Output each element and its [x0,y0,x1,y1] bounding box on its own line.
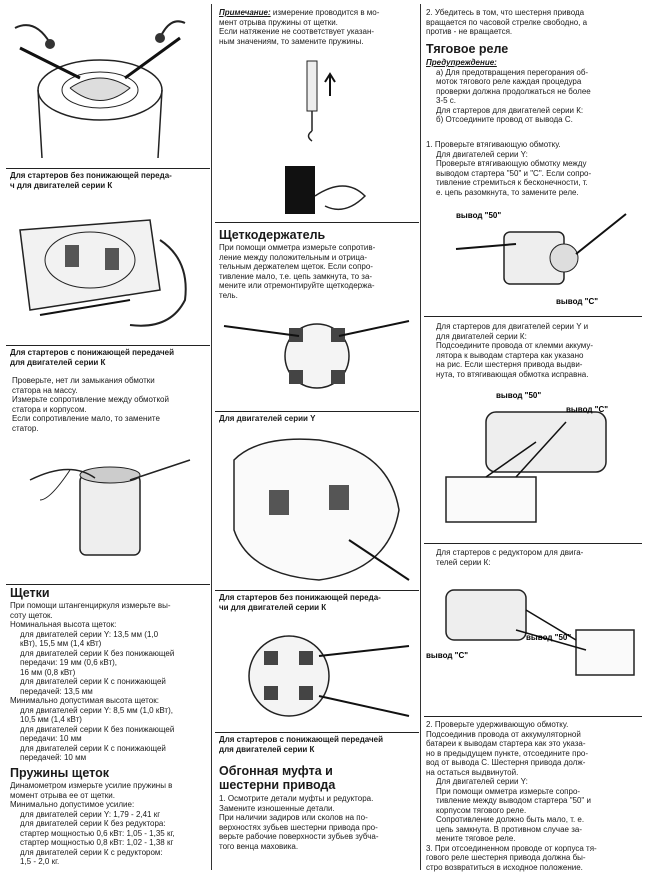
text-line: б) Отсоедините провод от вывода С. [436,115,573,124]
terminal-c-label: вывод "С" [556,297,599,306]
text-line: на остаться выдвинутой. [426,767,519,777]
text-line: верьте рабочие поверхности зубьев зубча- [219,832,379,841]
freewheel-text [426,8,640,37]
text-line: Для двигателей серии Y: [436,149,528,159]
caption-rule [215,590,419,591]
fig-k-caption [219,593,419,612]
text-line: тельным держателем щеток. Если сопро- [219,262,373,271]
text-line: для двигателей серии К без понижающей [20,724,175,734]
text-line: стро возвратиться в исходное положение. [426,862,583,872]
text-line: Подсоедините провода от клемми аккуму- [436,341,594,350]
text-line: для двигателей серии Y: 13,5 мм (1,0 [20,629,159,639]
text-line: При помощи омметра измерьте сопротив- [219,243,376,252]
brushes-text [10,601,210,763]
reducer-text [436,548,640,567]
text-line: моток тягового реле каждая процедура [436,77,582,86]
text-line: гового реле шестерня привода должна бы- [426,853,586,862]
text-line: для двигателей серии Y: 8,5 мм (1,0 кВт), [20,705,173,715]
caption-line: Для стартеров без понижающей переда- [219,593,381,602]
text-line: для двигателей серии К с понижающей [20,743,166,753]
caption-line: для двигателей серии К [219,744,315,754]
caption-rule [215,732,419,733]
text-line: статора на массу. [12,385,78,395]
heading-line: Обгонная муфта и [219,764,333,778]
text-line: тивление стремиться к бесконечности, т. [436,178,588,187]
relay-heading: Тяговое реле [426,42,509,56]
caption-line: Для стартеров с понижающей передачей [10,348,175,357]
text-line: верхностях зубьев шестерни привода про- [219,822,378,832]
caption-line: Для стартеров с понижающей передачей [219,735,384,744]
text-line: 1,5 - 2,0 кг. [20,857,60,866]
text-line: стартер мощностью 0,6 кВт: 1,05 - 1,35 кг, [20,828,175,838]
text-line: измерение проводится в мо- [270,8,380,17]
text-line: телей серии К: [436,557,491,567]
text-line: тивление между выводом стартера "50" и [436,796,591,805]
text-line: Для стартеров для двигателей серии Y и [436,322,589,331]
fig-y-caption: Для двигателей серии Y [219,414,316,423]
text-line: ление между положительным и отрица- [219,252,368,262]
text-line: передачей: 13,5 мм [20,686,93,696]
text-line: но в предыдущем пункте, отсоедините про- [426,748,588,758]
text-line: 16 мм (0,8 кВт) [20,667,76,677]
text-line: нута, то втягивающая обмотка исправна. [436,369,589,379]
text-line: передачи: 19 мм (0,6 кВт), [20,658,117,667]
brush-holder-illustration-k [219,430,415,588]
brush-holder-illustration-k2 [219,616,415,728]
text-line: мент отрыва пружины от щетки. [219,17,338,27]
spring-scale-illustration [255,56,385,216]
caption-line: чи для двигателей серии К [219,602,327,612]
text-line: Проверьте втягивающую обмотку между [436,159,587,168]
text-line: Если сопротивление мало, то замените [12,414,160,423]
heading-line: шестерни привода [219,778,336,792]
text-line: мените тяговое реле. [436,834,516,843]
text-line: для двигателей серии К с редуктором: [20,847,163,857]
text-line: Подсоединив провода от аккумуляторной [426,729,581,739]
terminal-50-label: вывод "50" [496,391,542,400]
warning-label: Предупреждение: [426,58,497,67]
text-line: против - не вращается. [426,27,513,36]
section-rule [424,716,642,717]
brushes-heading: Щетки [10,586,50,600]
text-line: мените или отремонтируйте щеткодержа- [219,281,375,290]
terminal-50-label: вывод "50" [526,633,572,642]
pull-in-k-text [436,322,640,379]
section-rule [6,584,210,585]
holder-text [219,243,419,300]
column-divider [420,4,421,870]
text-line: момент отрыва ее от щетки. [10,790,115,800]
text-line: статора и корпусом. [12,404,87,414]
pull-in-text [426,140,640,197]
text-line: При помощи штангенциркуля измерьте вы- [10,601,171,610]
text-line: ным значениям, то замените пружины. [219,36,364,46]
text-line: выводом стартера "50" и "С". Если сопро- [436,168,592,178]
caption-line: для двигателей серии К [10,357,106,367]
text-line: батареи к выводам стартера как это указа- [426,739,586,748]
fig2-caption [10,348,210,367]
text-line: Если натяжение не соответствует указан- [219,27,375,36]
brush-holder-illustration-y [219,306,415,406]
text-line: При наличии задиров или сколов на по- [219,813,368,822]
warning-block [426,58,640,125]
stator-illustration [10,440,206,580]
fig-k2-caption [219,735,419,754]
relay-illustration-2 [426,382,638,540]
text-line: передачи: 10 мм [20,734,82,743]
note-label: Примечание: [219,8,271,17]
note-text [219,8,419,46]
text-line: передачей: 10 мм [20,753,87,762]
starter-illustration-1 [10,8,190,166]
text-line: Сопротивление должно быть мало, т. е. [436,815,585,824]
section-rule [424,543,642,544]
text-line: вод от вывода С. Шестерня привода долж- [426,758,586,767]
column-divider [211,4,212,870]
caption-line: ч для двигателей серии К [10,180,113,190]
holder-heading: Щеткодержатель [219,228,326,242]
text-line: Проверьте, нет ли замыкания обмотки [12,376,155,385]
text-line: Минимально допустимое усилие: [10,800,135,809]
text-line: на рис. Если шестерня привода выдви- [436,360,583,369]
text-line: кВт), 15,5 мм (1,4 кВт) [20,639,102,648]
text-line: 1. Проверьте втягивающую обмотку. [426,140,561,149]
text-line: для двигателей серии К с понижающей [20,677,166,686]
section-rule [215,222,419,223]
text-line: Динамометром измерьте усилие пружины в [10,781,173,790]
text-line: Для стартеров с редуктором для двига- [436,548,584,557]
section-rule [424,316,642,317]
text-line: Замените изношенные детали. [219,803,335,813]
terminal-c-label: вывод "С" [426,651,469,660]
text-line: вращается по часовой стрелке свободно, а [426,17,588,27]
text-line: стартер мощностью 0,8 кВт: 1,02 - 1,38 кг [20,838,174,847]
text-line: 1. Осмотрите детали муфты и редуктора. [219,794,374,803]
fig1-caption [10,171,210,190]
text-line: корпусом тягового реле. [436,805,527,815]
text-line: статор. [12,423,39,433]
caption-rule [6,345,210,346]
starter-illustration-2 [10,200,206,340]
caption-rule [6,168,210,169]
text-line: а) Для предотвращения перегорания об- [436,67,589,77]
text-line: 3. При отсоединенном проводе от корпуса тя- [426,843,597,853]
relay-illustration-1 [426,204,638,310]
text-line: Для двигателей серии Y: [436,777,528,786]
text-line: того венца маховика. [219,841,299,851]
text-line: 2. Проверьте удерживающую обмотку. [426,720,569,729]
text-line: тивление мало, т.е. цепь замкнута, то за- [219,271,373,281]
text-line: для двигателей серии К: [436,331,527,341]
terminal-c-label: вывод "С" [566,405,609,414]
text-line: для двигателей серии К без понижающей [20,648,175,658]
springs-heading: Пружины щеток [10,766,109,780]
text-line: Измерьте сопротивление между обмоткой [12,395,169,404]
text-line: е. цепь разомкнута, то замените реле. [436,187,579,197]
text-line: тель. [219,290,238,300]
text-line: цепь замкнута. В противном случае за- [436,824,582,834]
text-line: 3-5 с. [436,96,457,105]
text-line: соту щеток. [10,610,53,620]
stator-check-text [12,376,210,433]
text-line: 10,5 мм (1,4 кВт) [20,715,82,724]
relay-illustration-3 [426,570,638,714]
text-line: Минимально допустимая высота щеток: [10,696,159,705]
text-line: для двигателей серии Y: 1,79 - 2,41 кг [20,809,161,819]
hold-in-text [426,720,640,872]
text-line: Для стартеров для двигателей серии К: [436,105,584,115]
text-line: При помощи омметра измерьте сопро- [436,786,581,796]
text-line: для двигателей серии К без редуктора: [20,819,166,828]
caption-rule [215,411,419,412]
clutch-text [219,794,419,851]
terminal-50-label: вывод "50" [456,211,502,220]
springs-text [10,781,210,867]
text-line: Номинальная высота щеток: [10,620,117,629]
caption-line: Для стартеров без понижающей переда- [10,171,172,180]
text-line: лятора к выводам стартера как указано [436,350,584,360]
text-line: проверки должна продолжаться не более [436,86,591,96]
text-line: 2. Убедитесь в том, что шестерня привода [426,8,585,17]
clutch-heading [219,764,335,792]
